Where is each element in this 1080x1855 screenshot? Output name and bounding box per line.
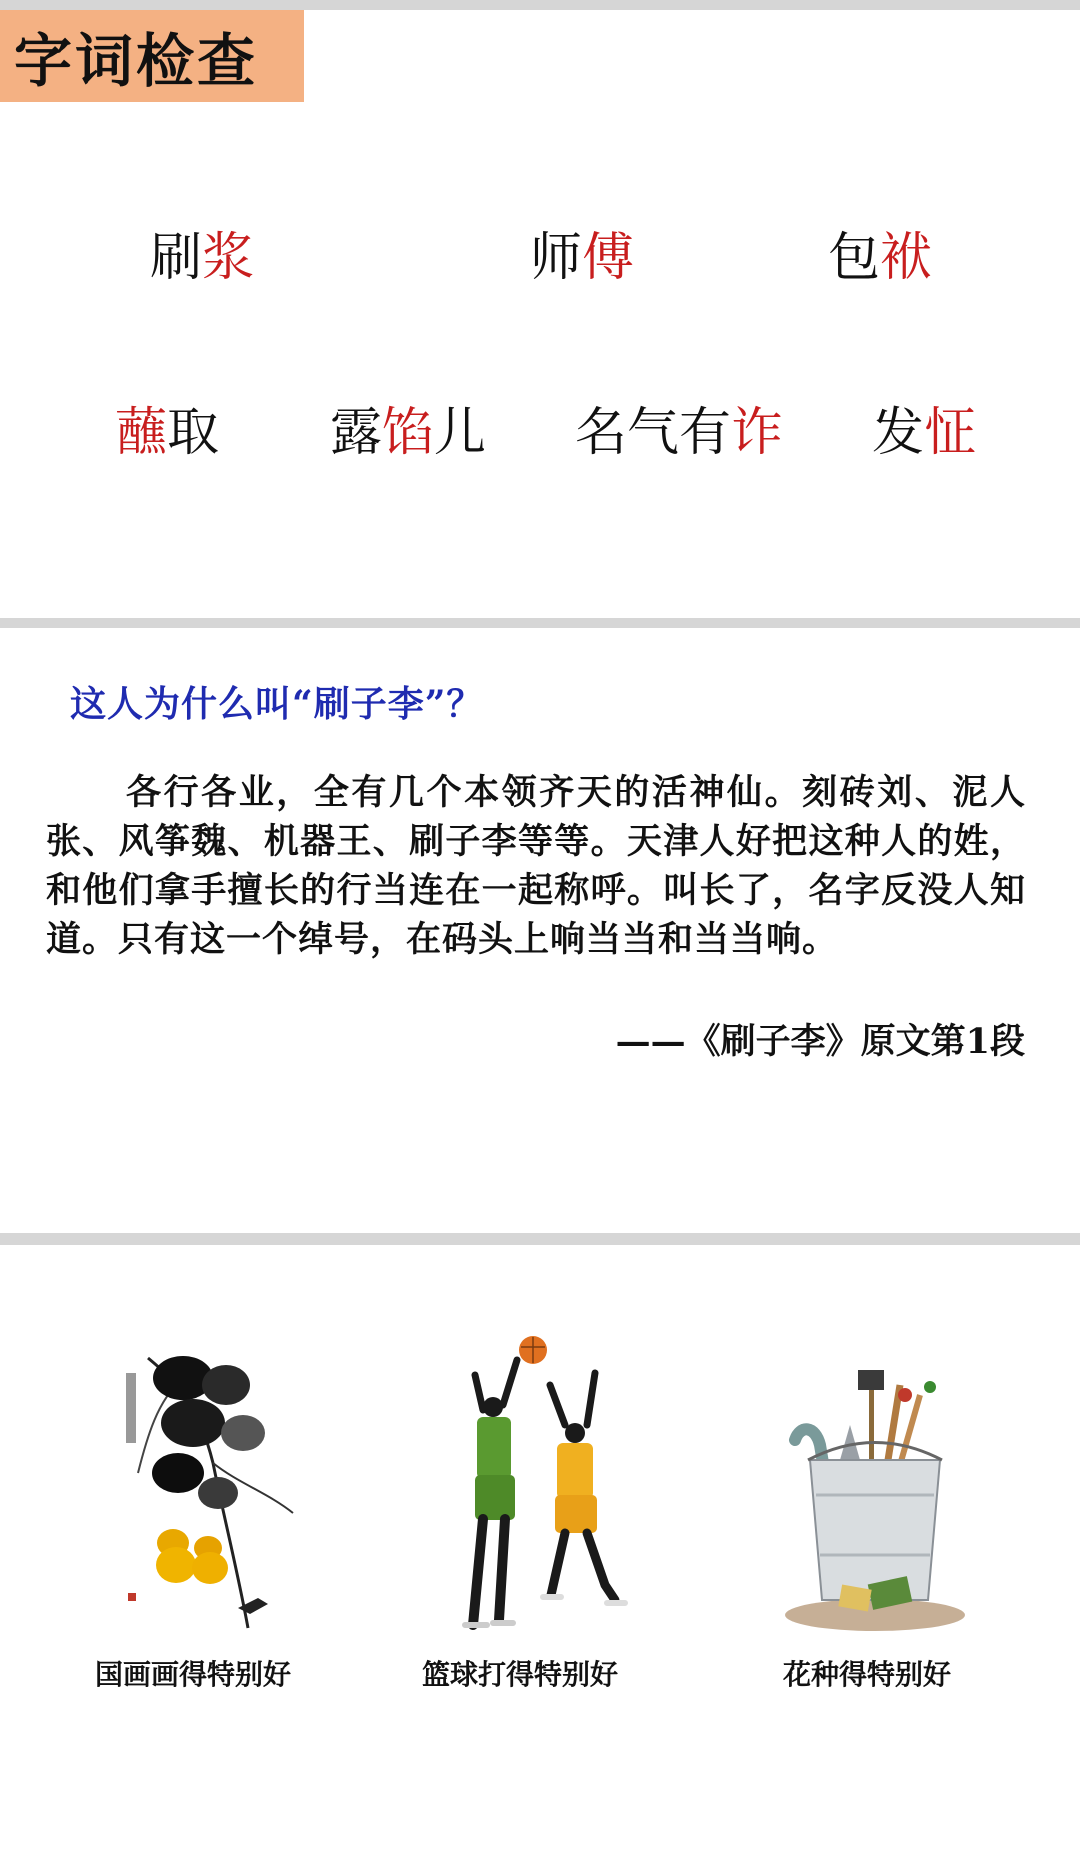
word-red-char: 傅 xyxy=(582,228,635,288)
basketball-players-icon xyxy=(455,1335,630,1640)
word-red-char: 怔 xyxy=(924,403,977,463)
word-black-part: 取 xyxy=(167,403,220,463)
word-item xyxy=(828,228,933,288)
example-caption: 花种得特别好 xyxy=(783,1658,952,1691)
word-item xyxy=(530,228,635,288)
garden-bucket-icon xyxy=(780,1365,970,1635)
slide-title: 字词检查 xyxy=(14,27,259,95)
slide-vocabulary-check xyxy=(0,10,1080,618)
ink-painting-gourd-icon xyxy=(118,1343,308,1633)
word-black-part: 包 xyxy=(828,228,881,288)
word-black-part: 发 xyxy=(872,403,925,463)
word-item xyxy=(872,403,977,463)
word-black-part: 刷 xyxy=(150,228,203,288)
word-item xyxy=(115,403,220,463)
example-caption: 国画画得特别好 xyxy=(95,1658,292,1691)
word-red-char: 袱 xyxy=(880,228,933,288)
word-item xyxy=(330,403,487,463)
slide-title-box xyxy=(0,10,304,102)
slide-separator xyxy=(0,618,1080,628)
word-red-char: 馅 xyxy=(382,403,435,463)
word-red-char: 蘸 xyxy=(115,403,168,463)
slide-separator xyxy=(0,1233,1080,1245)
word-item xyxy=(575,403,784,463)
word-black-part: 名气有 xyxy=(575,403,732,463)
slide-nickname-question xyxy=(0,628,1080,1233)
top-separator xyxy=(0,0,1080,10)
question-text: 这人为什么叫“刷子李”？ xyxy=(70,683,484,725)
word-black-part: 师 xyxy=(530,228,583,288)
word-black-part: 露 xyxy=(330,403,383,463)
slide-examples xyxy=(0,1245,1080,1855)
word-red-char: 浆 xyxy=(202,228,255,288)
word-red-char: 诈 xyxy=(731,403,784,463)
word-black-part: 儿 xyxy=(434,403,487,463)
word-item xyxy=(150,228,255,288)
passage-source: ——《刷子李》原文第1段 xyxy=(615,1021,1025,1062)
example-caption: 篮球打得特别好 xyxy=(422,1658,619,1691)
passage-text: 各行各业，全有几个本领齐天的活神仙。刻砖刘、泥人张、风筝魏、机器王、刷子李等等。天津人好把这种人的姓，和他们拿手擅长的行当连在一起称呼。叫长了，名字反没人知道。只有这一个绰号，在码头上响当当和当当响。 xyxy=(46,772,1026,960)
